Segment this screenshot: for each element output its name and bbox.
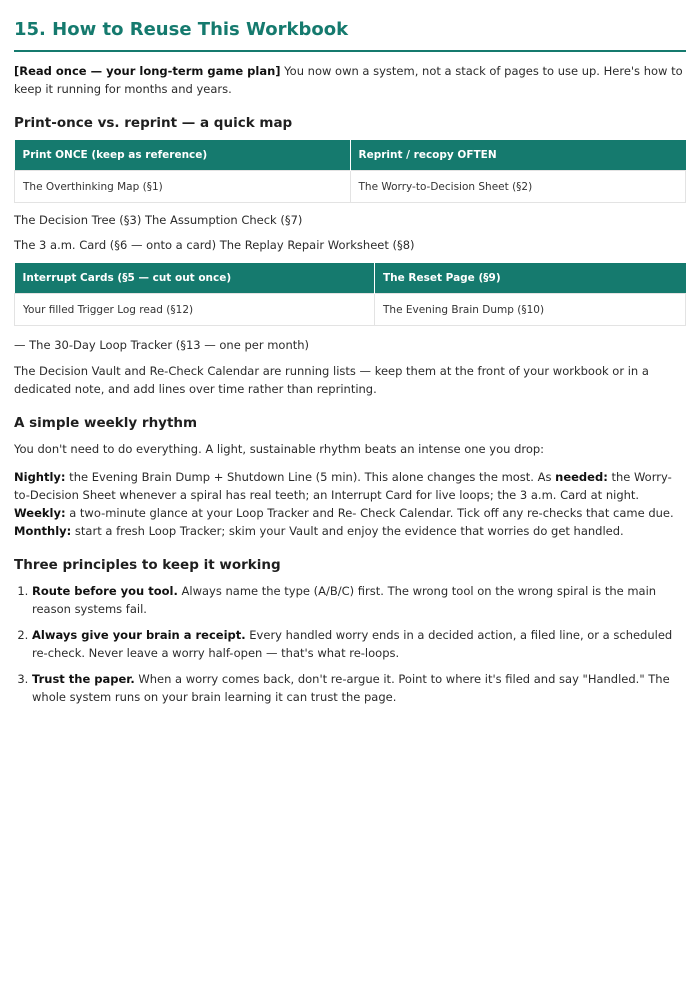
vault-paragraph: The Decision Vault and Re-Check Calendar are running lists — keep them at the front of your workbook or in a dedicated note, and add lines over time rather than reprinting. (14, 364, 649, 396)
principle-text: When a worry comes back, don't re-argue it. Point to where it's filed and say "Handled." The whole system runs on your brain learning it can trust the page. (32, 672, 670, 704)
map-line: — The 30-Day Loop Tracker (§13 — one per month) (14, 338, 310, 352)
weekly-text: a two-minute glance at your Loop Tracker and Re- Check Calendar. Tick off any re-checks that came due. (65, 506, 674, 520)
table-row (15, 294, 686, 326)
map-line: The Decision Tree (§3) The Assumption Check (§7) (14, 213, 303, 227)
intro-lead: [Read once — your long-term game plan] (14, 64, 281, 78)
page-title: 15. How to Reuse This Workbook (14, 18, 686, 52)
table-cell: The Worry-to-Decision Sheet (§2) (350, 171, 686, 203)
interrupt-reset-table (14, 263, 686, 326)
monthly-label: Monthly: (14, 524, 72, 538)
table-header: Print ONCE (keep as reference) (15, 140, 351, 171)
principle-label: Always give your brain a receipt. (32, 628, 246, 642)
intro-paragraph (14, 62, 686, 98)
list-item (32, 670, 686, 706)
table-header: Interrupt Cards (§5 — cut out once) (15, 263, 375, 294)
map-line: The 3 a.m. Card (§6 — onto a card) The Replay Repair Worksheet (§8) (14, 238, 415, 252)
intro-text: You now own a system, not a stack of pages to use up. Here's how to keep it running for months and years. (14, 64, 683, 96)
principle-text: Always name the type (A/B/C) first. The wrong tool on the wrong spiral is the main reason systems fail. (32, 584, 657, 616)
table-header: Reprint / recopy OFTEN (350, 140, 686, 171)
principle-label: Route before you tool. (32, 584, 178, 598)
table-cell: The Overthinking Map (§1) (15, 171, 351, 203)
table-cell: The Evening Brain Dump (§10) (375, 294, 686, 326)
needed-text: the Worry-to-Decision Sheet whenever a spiral has real teeth; an Interrupt Card for live loops; the 3 a.m. Card at night. (14, 470, 672, 502)
table-header: The Reset Page (§9) (375, 263, 686, 294)
principle-text: Every handled worry ends in a decided action, a filed line, or a scheduled re-check. Never leave a worry half-open — that's what re-loops. (32, 628, 673, 660)
nightly-label: Nightly: (14, 470, 66, 484)
principle-label: Trust the paper. (32, 672, 135, 686)
section-heading-map: Print-once vs. reprint — a quick map (14, 115, 293, 131)
table-row (15, 171, 686, 203)
table-header-row (15, 140, 686, 171)
table-cell: Your filled Trigger Log read (§12) (15, 294, 375, 326)
rhythm-paragraph (14, 468, 686, 540)
nightly-text: the Evening Brain Dump + Shutdown Line (5 min). This alone changes the most. As (65, 470, 556, 484)
list-item (32, 582, 686, 618)
section-heading-principles: Three principles to keep it working (14, 557, 281, 573)
print-reprint-table (14, 140, 686, 203)
needed-label: needed: (555, 470, 608, 484)
section-heading-rhythm: A simple weekly rhythm (14, 415, 198, 431)
rhythm-intro: You don't need to do everything. A light, sustainable rhythm beats an intense one you drop: (14, 442, 545, 456)
monthly-text: start a fresh Loop Tracker; skim your Vault and enjoy the evidence that worries do get handled. (71, 524, 624, 538)
table-header-row (15, 263, 686, 294)
list-item (32, 626, 686, 662)
principles-list (14, 582, 686, 706)
weekly-label: Weekly: (14, 506, 66, 520)
